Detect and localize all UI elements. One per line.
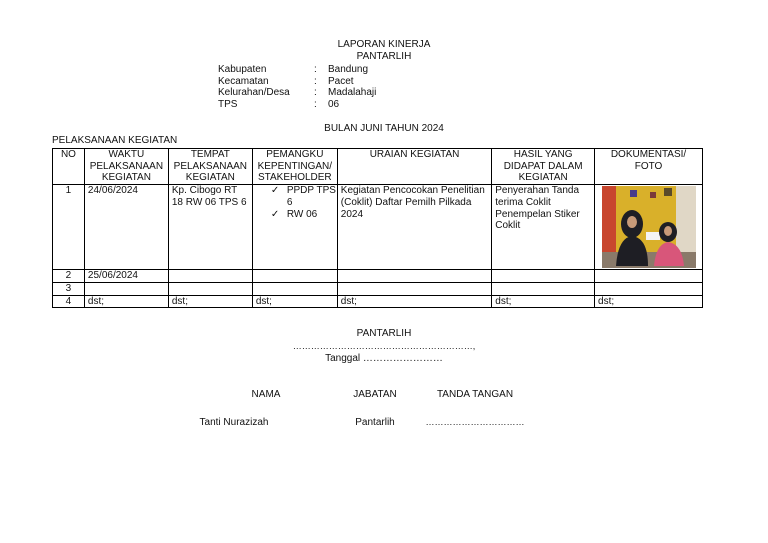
table-row <box>53 282 703 295</box>
cell-hasil <box>492 270 595 283</box>
header-pemangku: PEMANGKU KEPENTINGAN/ STAKEHOLDER <box>252 149 337 185</box>
info-value: 06 <box>328 98 340 110</box>
table-row <box>53 270 703 283</box>
location-info <box>218 64 376 110</box>
signature-ttd-line: …………………………… <box>425 417 525 427</box>
cell-tempat: Kp. Cibogo RT 18 RW 06 TPS 6 <box>168 185 252 270</box>
cell-hasil <box>492 282 595 295</box>
table-row <box>53 295 703 308</box>
report-subtitle: PANTARLIH <box>356 51 412 62</box>
info-colon: : <box>314 87 317 99</box>
cell-hasil: Penyerahan Tanda terima Coklit Penempelan Stiker Coklit <box>492 185 595 270</box>
cell-dokumentasi <box>595 185 703 270</box>
cell-waktu: 24/06/2024 <box>84 185 168 270</box>
cell-pemangku <box>252 270 337 283</box>
cell-waktu: 25/06/2024 <box>84 270 168 283</box>
cell-tempat <box>168 270 252 283</box>
table-header-row <box>53 149 703 185</box>
signature-jabatan: Pantarlih <box>355 417 395 428</box>
cell-pemangku <box>252 282 337 295</box>
signature-place-line: ……………………………………………………, <box>292 341 476 351</box>
stakeholder-list <box>253 185 337 220</box>
check-icon: ✓ <box>270 185 280 197</box>
info-colon: : <box>314 64 317 75</box>
cell-dokumentasi <box>595 270 703 283</box>
info-value: Bandung <box>328 64 369 75</box>
info-value: Madalahaji <box>328 87 377 99</box>
header-waktu: WAKTU PELAKSANAAN KEGIATAN <box>84 149 168 185</box>
cell-uraian: Kegiatan Pencocokan Penelitian (Coklit) Daftar Pemilh Pilkada 2024 <box>337 185 491 270</box>
month-line: BULAN JUNI TAHUN 2024 <box>324 123 444 134</box>
info-row-kabupaten <box>218 64 376 76</box>
info-row-kelurahan <box>218 87 376 99</box>
cell-dokumentasi <box>595 282 703 295</box>
info-colon: : <box>314 75 317 87</box>
report-title: LAPORAN KINERJA <box>337 39 431 50</box>
cell-waktu <box>84 282 168 295</box>
cell-no: 2 <box>53 270 85 283</box>
cell-uraian: dst; <box>337 295 491 308</box>
report-header <box>0 39 768 63</box>
table-row <box>53 185 703 270</box>
info-label: Kabupaten <box>218 64 267 75</box>
signature-col-jabatan: JABATAN <box>353 389 397 400</box>
cell-pemangku <box>252 185 337 270</box>
cell-pemangku: dst; <box>252 295 337 308</box>
list-item: ✓ PPDP TPS 6 <box>270 185 336 208</box>
cell-no: 4 <box>53 295 85 308</box>
signature-col-ttd: TANDA TANGAN <box>436 389 514 400</box>
signature-title: PANTARLIH <box>356 328 412 339</box>
info-row-kecamatan <box>218 76 376 88</box>
list-item: ✓ RW 06 <box>270 208 318 220</box>
info-colon: : <box>314 98 317 110</box>
section-title: PELAKSANAAN KEGIATAN <box>52 135 178 146</box>
header-dokumentasi: DOKUMENTASI/ FOTO <box>595 149 703 185</box>
cell-uraian <box>337 282 491 295</box>
cell-hasil: dst; <box>492 295 595 308</box>
info-value: Pacet <box>328 75 354 87</box>
cell-tempat: dst; <box>168 295 252 308</box>
check-icon: ✓ <box>270 208 280 220</box>
documentation-photo <box>602 186 696 268</box>
info-row-tps <box>218 99 376 111</box>
header-uraian: URAIAN KEGIATAN <box>337 149 491 185</box>
info-label: Kecamatan <box>218 75 269 87</box>
info-label: TPS <box>218 98 238 110</box>
signature-col-nama: NAMA <box>251 389 281 400</box>
info-label: Kelurahan/Desa <box>218 87 290 99</box>
cell-waktu: dst; <box>84 295 168 308</box>
cell-tempat <box>168 282 252 295</box>
signature-nama: Tanti Nurazizah <box>199 417 269 428</box>
header-hasil: HASIL YANG DIDAPAT DALAM KEGIATAN <box>492 149 595 185</box>
signature-date-line: Tanggal …………………… <box>325 353 443 364</box>
cell-uraian <box>337 270 491 283</box>
cell-no: 3 <box>53 282 85 295</box>
activity-table <box>52 148 703 308</box>
cell-dokumentasi: dst; <box>595 295 703 308</box>
header-no: NO <box>53 149 85 185</box>
header-tempat: TEMPAT PELAKSANAAN KEGIATAN <box>168 149 252 185</box>
cell-no: 1 <box>53 185 85 270</box>
